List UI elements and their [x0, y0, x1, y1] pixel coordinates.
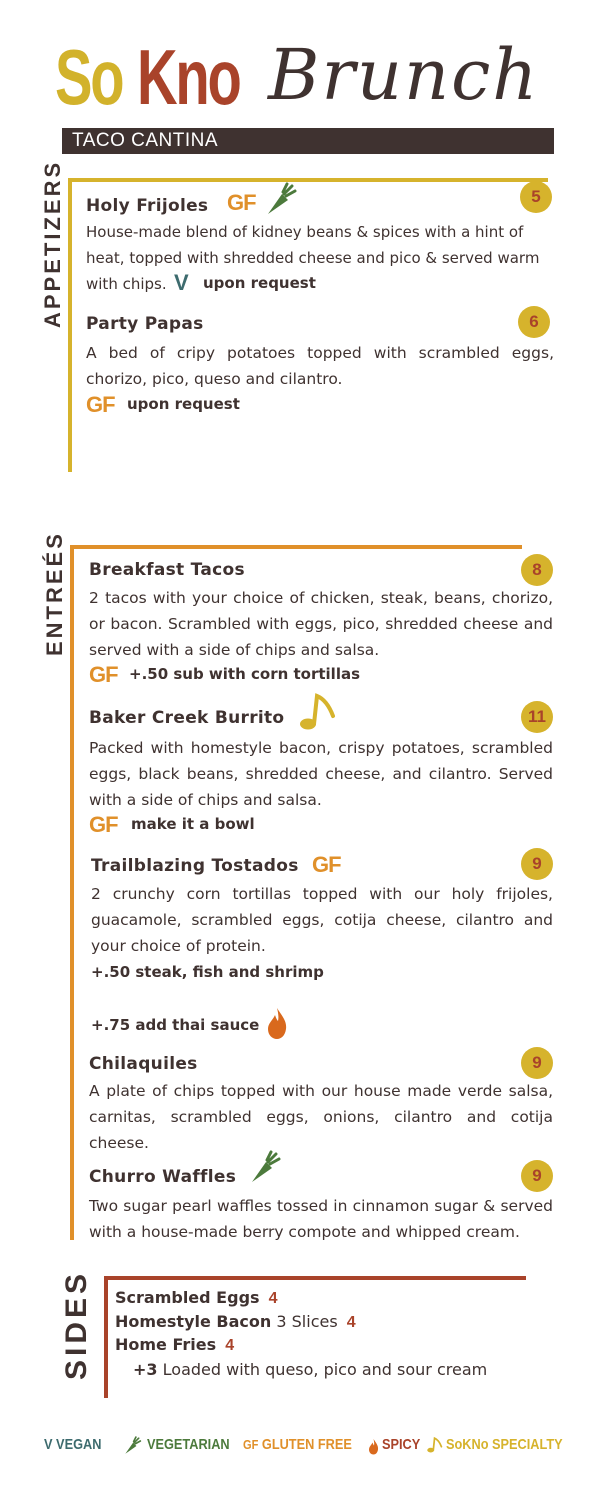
price-badge: 11	[521, 701, 553, 733]
side-item-name: Homestyle Bacon	[115, 1312, 272, 1331]
side-loaded-text: Loaded with queso, pico and sour cream	[162, 1360, 488, 1379]
section-label-sides: SIDES	[60, 1269, 93, 1380]
item-title-chilaquiles: Chilaquiles	[89, 1054, 198, 1074]
item-description: Two sugar pearl waffles tossed in cinnamon sugar & served with a house-made berry compote and whipped cream.	[89, 1197, 553, 1241]
side-item-scrambled-eggs	[115, 1288, 278, 1308]
item-note: upon request	[127, 395, 240, 413]
entrees-top-rule	[70, 545, 522, 549]
legend-gluten-free	[243, 1436, 352, 1453]
price-badge: 5	[520, 181, 552, 213]
specialty-note-icon	[297, 692, 339, 732]
item-note: +.75 add thai sauce	[91, 1016, 260, 1034]
gf-badge: GF	[312, 852, 341, 877]
item-title-holy-frijoles: Holy Frijoles	[86, 196, 209, 216]
item-note: +.50 steak, fish and shrimp	[91, 963, 324, 981]
price-badge: 8	[521, 554, 553, 586]
item-note: +.50 sub with corn tortillas	[129, 665, 361, 683]
price-badge: 9	[521, 1160, 553, 1192]
brand-name-kno: Kno	[137, 33, 240, 121]
side-item-homestyle-bacon	[115, 1312, 356, 1332]
carrot-icon	[262, 182, 298, 218]
appetizers-vertical-rule	[68, 180, 72, 472]
item-title-breakfast-tacos: Breakfast Tacos	[89, 560, 245, 580]
spicy-flame-icon	[266, 1006, 288, 1040]
gf-badge: GF	[89, 812, 118, 837]
legend-specialty-label: SoKNo SPECIALTY	[446, 1436, 563, 1453]
carrot-icon	[246, 1150, 282, 1186]
gf-badge: GF	[89, 662, 118, 687]
side-item-home-fries	[115, 1335, 234, 1355]
item-description: Packed with homestyle bacon, crispy potatoes, scrambled eggs, black beans, shredded cheese, and cilantro. Served with a side of chips and salsa.	[89, 739, 553, 809]
item-title-trailblazing-tostados: Trailblazing Tostados	[91, 856, 299, 876]
side-item-price: 4	[225, 1337, 235, 1354]
side-item-price: 4	[346, 1314, 356, 1331]
item-title-baker-creek-burrito: Baker Creek Burrito	[89, 708, 285, 728]
item-note: upon request	[203, 274, 316, 292]
item-note: make it a bowl	[131, 815, 255, 833]
vegan-mark: V	[174, 270, 189, 295]
side-item-name: Home Fries	[115, 1335, 217, 1354]
legend-vegan-label: VEGAN	[56, 1436, 102, 1453]
price-badge: 9	[521, 1047, 553, 1079]
carrot-icon	[122, 1436, 142, 1456]
section-label-entrees: ENTREÉS	[42, 531, 67, 656]
brand-name-so: So	[55, 33, 123, 121]
vegan-mark: V	[44, 1436, 53, 1453]
gf-badge: GF	[227, 190, 256, 215]
item-description: 2 tacos with your choice of chicken, steak, beans, chorizo, or bacon. Scrambled with eggs, pico, shredded cheese and served with a side of chips and salsa.	[89, 589, 553, 659]
sides-top-rule	[104, 1276, 526, 1280]
item-description: A plate of chips topped with our house made verde salsa, carnitas, scrambled eggs, onions, cilantro and cotija cheese.	[89, 1082, 553, 1152]
brand-script-title: Brunch	[268, 34, 540, 116]
legend-vegan	[44, 1436, 101, 1453]
gf-badge: GF	[86, 392, 115, 417]
legend-spicy-label: SPICY	[382, 1436, 421, 1453]
item-title-party-papas: Party Papas	[86, 314, 204, 334]
item-description: House-made blend of kidney beans & spices with a hint of heat, topped with shredded cheese and pico & served warm with chips.	[86, 223, 540, 293]
price-badge: 6	[518, 306, 550, 338]
menu-header	[0, 0, 600, 170]
side-item-price: 4	[268, 1290, 278, 1307]
item-description: 2 crunchy corn tortillas topped with our holy frijoles, guacamole, scrambled eggs, cotija cheese, cilantro and your choice of protein.	[91, 885, 553, 955]
side-item-loaded-option	[133, 1360, 487, 1379]
sides-vertical-rule	[104, 1278, 108, 1398]
tagline: TACO CANTINA	[72, 130, 219, 151]
side-item-extra: 3 Slices	[276, 1312, 338, 1331]
specialty-note-icon	[426, 1436, 444, 1454]
legend-vegetarian-label: VEGETARIAN	[147, 1436, 230, 1453]
section-label-appetizers: APPETIZERS	[40, 159, 65, 328]
legend-gluten-free-label: GLUTEN FREE	[261, 1436, 352, 1453]
appetizers-top-rule	[68, 178, 548, 182]
spicy-flame-icon	[368, 1438, 379, 1455]
side-loaded-price: +3	[133, 1360, 158, 1379]
gf-mark: GF	[243, 1437, 259, 1452]
item-description: A bed of cripy potatoes topped with scrambled eggs, chorizo, pico, queso and cilantro.	[86, 344, 554, 388]
entrees-vertical-rule	[70, 547, 74, 1240]
item-title-churro-waffles: Churro Waffles	[89, 1167, 237, 1187]
side-item-name: Scrambled Eggs	[115, 1288, 260, 1307]
price-badge: 9	[521, 848, 553, 880]
menu-legend	[0, 1436, 600, 1460]
